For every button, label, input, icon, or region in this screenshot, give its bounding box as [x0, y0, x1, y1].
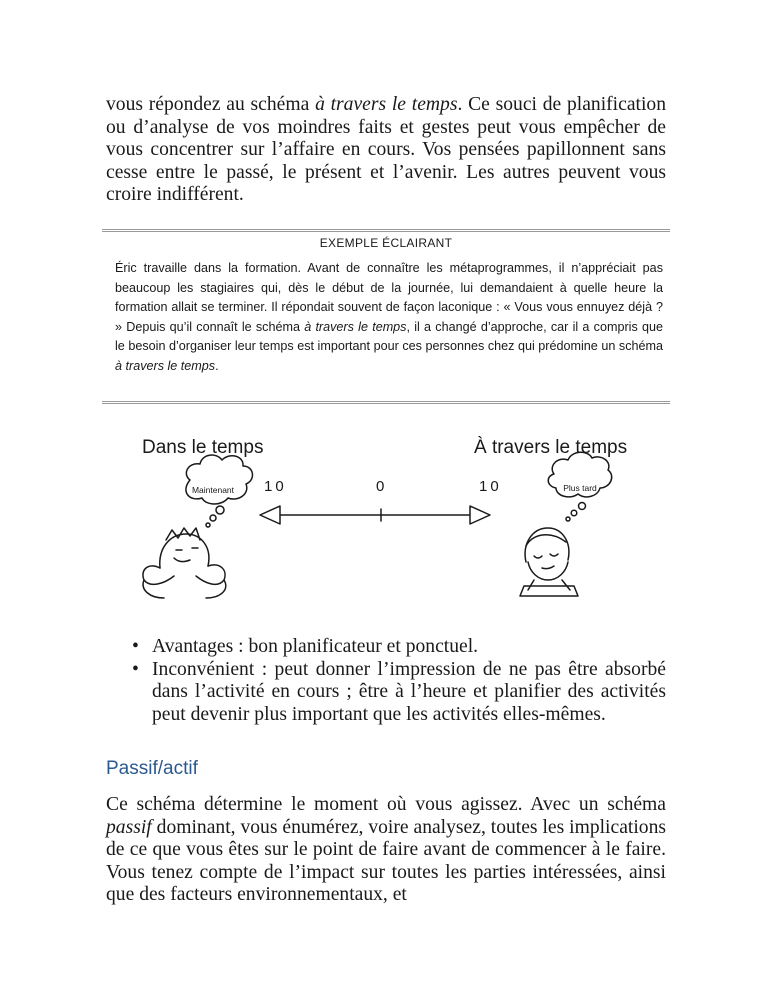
person-left-icon: [143, 528, 226, 598]
closing-paragraph: [106, 794, 666, 907]
bullet-text: Inconvénient : peut donner l’impression de ne pas être absorbé dans l’activité en cours ; être à l’heure et planifier des activités peut devenir plus important que les activités elles-mêmes.: [152, 658, 666, 725]
bullet-item-avantages: [130, 636, 666, 659]
tick-label-right: 10: [479, 478, 502, 495]
intro-text-end: . Ce souci de planification ou d’analyse de vos moindres faits et gestes peut vous empêcher de vous concentrer sur l’affaire en cours. Vos pensées papillonnent sans cesse entre le passé, le présent et l’avenir. Les autres peuvent vous croire indifférent.: [106, 94, 666, 205]
example-emphasis-2: à travers le temps: [115, 358, 216, 373]
example-text-part-1: Éric travaille dans la formation. Avant de connaître les métaprogrammes, il n’appréciait pas beaucoup les stagiaires qui, dès le début de la journée, lui demandaient à quelle heure la formation allait se terminer. Il répondait souvent de façon laconique : « Vous vous ennuyez déjà ? » Depuis qu’il connaît le schéma: [115, 261, 663, 334]
example-box-text: [115, 259, 663, 376]
box-bottom-rule: [102, 401, 670, 404]
box-top-rule: [102, 229, 670, 232]
label-dans-le-temps: Dans le temps: [142, 437, 264, 458]
bullet-dot-icon: •: [132, 658, 139, 680]
bubble-left-text: Maintenant: [191, 485, 235, 495]
time-schema-illustration: [130, 430, 650, 600]
example-text-part-3: .: [215, 358, 219, 373]
person-right-icon: [520, 528, 578, 596]
tick-label-left: 10: [264, 478, 287, 495]
intro-paragraph: [106, 94, 666, 207]
section-heading: Passif/actif: [106, 758, 198, 779]
closing-emphasis: passif: [106, 816, 152, 838]
bullet-item-inconvenient: [130, 659, 666, 727]
example-emphasis-1: à travers le temps: [304, 319, 407, 334]
example-box-title: EXEMPLE ÉCLAIRANT: [319, 236, 453, 250]
example-text-part-2: , il a changé d’approche, car il a compris que le besoin d’organiser leur temps est important pour ces personnes chez qui prédomine un schéma: [115, 319, 663, 353]
intro-text-start: vous répondez au schéma: [106, 94, 316, 115]
timeline-arrow: [260, 506, 490, 524]
label-a-travers-le-temps: À travers le temps: [474, 437, 628, 458]
bullet-text: Avantages : bon planificateur et ponctuel.: [152, 636, 479, 657]
bullet-list: [130, 636, 666, 726]
bubble-right-text: Plus tard: [563, 483, 597, 493]
closing-text-start: Ce schéma détermine le moment où vous agissez. Avec un schéma: [106, 794, 666, 815]
tick-label-center: 0: [376, 478, 385, 495]
bullet-dot-icon: •: [132, 636, 139, 657]
intro-emphasis: à travers le temps: [315, 94, 458, 115]
closing-text-end: dominant, vous énumérez, voire analysez, toutes les implications de ce que vous êtes sur le point de faire avant de commencer à le faire. Vous tenez compte de l’impact sur toutes les parties intéressées, ainsi que des facteurs environnementaux, et: [106, 816, 666, 905]
